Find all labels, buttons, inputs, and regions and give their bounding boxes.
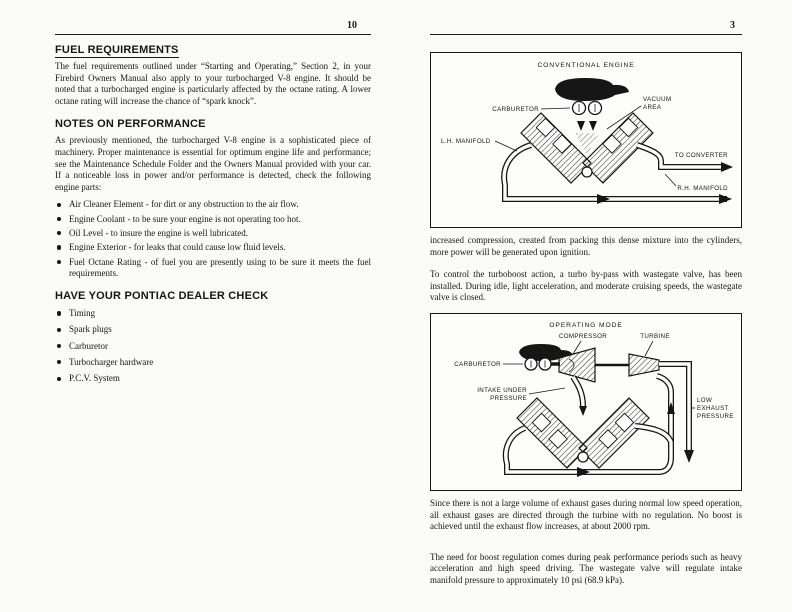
label-vacuum-area-line1: VACUUM: [643, 96, 672, 103]
label-carburetor: CARBURETOR: [454, 360, 501, 368]
intake-arrow: [589, 121, 597, 131]
label-rh-manifold: R.H. MANIFOLD: [677, 185, 728, 192]
page-number-left: 10: [347, 20, 357, 31]
label-lh-manifold: L.H. MANIFOLD: [441, 138, 491, 145]
leader-line: [541, 108, 570, 109]
air-cleaner-shape: [555, 78, 629, 101]
header-rule-right: [430, 34, 742, 35]
diagram1-title: CONVENTIONAL ENGINE: [537, 62, 635, 69]
heading-fuel-requirements-text: FUEL REQUIREMENTS: [55, 44, 179, 56]
caption-operating-mode: Since there is not a large volume of exhaust gases during normal low speed operation, all exhaust gases are directed through the turbine with no regulation. No boost is achieved until the exhaust flow increases, at about 2000 rpm.: [430, 497, 742, 532]
operating-mode-svg: [431, 314, 741, 490]
label-to-converter: TO CONVERTER: [674, 152, 728, 159]
crankcase: [582, 167, 592, 177]
leader-line: [495, 141, 517, 151]
flow-arrow: [577, 467, 590, 477]
flow-arrow: [719, 194, 732, 204]
page-right: [430, 20, 742, 587]
list-item: Timing: [55, 308, 371, 319]
caption-conventional: increased compression, created from packing this dense mixture into the cylinders, more power will be generated upon ignition.: [430, 235, 742, 257]
para-wastegate-closed: To control the turboboost action, a turbo by-pass with wastegate valve, has been installed. During idle, light acceleration, and moderate cruising speeds, the wastegate valve is closed.: [430, 269, 742, 303]
label-carburetor: CARBURETOR: [492, 106, 539, 113]
label-intake-line1: INTAKE UNDER: [477, 386, 527, 394]
label-vacuum-area-line2: AREA: [643, 104, 662, 111]
leader-line: [645, 341, 653, 356]
engine-bank-left: [517, 398, 587, 468]
label-compressor: COMPRESSOR: [558, 332, 608, 340]
converter-arrow: [721, 162, 733, 172]
list-item: Fuel Octane Rating - of fuel you are presently using to be sure it meets the fuel requirements.: [55, 257, 371, 280]
conventional-engine-diagram: [430, 52, 742, 228]
heading-fuel-requirements: [55, 44, 371, 56]
flow-arrow: [597, 194, 610, 204]
flow-arrow: [684, 450, 694, 463]
page-number-right: 3: [730, 20, 735, 31]
list-item: Carburetor: [55, 341, 371, 352]
page-left: [55, 20, 371, 390]
engine-parts-list: [55, 199, 371, 279]
fuel-requirements-body: The fuel requirements outlined under “Starting and Operating,” Section 2, in your Firebird Owners Manual also apply to your turbocharged V-8 engine. It should be noted that a turbocharged engine is particularly affected by the octane rating. A lower octane rating will increase the chance of “spark knock”.: [55, 61, 371, 106]
leader-line: [665, 174, 676, 186]
flow-arrow: [579, 406, 587, 416]
label-intake-line2: PRESSURE: [490, 394, 527, 402]
para-boost-regulation: The need for boost regulation comes during peak performance periods such as heavy acceleration and high speed driving. The wastegate valve will regulate intake manifold pressure to approximately 10 psi (68.9 kPa).: [430, 551, 742, 585]
crankcase: [578, 452, 588, 462]
notes-on-performance-body: As previously mentioned, the turbocharged V-8 engine is a sophisticated piece of machinery. Proper maintenance is essential for optimum engine life and performance; see the Maintenance Schedule Folder and the Owners Manual provided with your car. If a noticeable loss in power and/or performance is detected, check the following engine parts:: [55, 135, 371, 192]
diagram2-title: OPERATING MODE: [549, 321, 623, 329]
label-low-exhaust-line3: PRESSURE: [697, 412, 734, 420]
list-item: P.C.V. System: [55, 373, 371, 384]
header-rule-left: [55, 34, 371, 35]
label-low-exhaust-line2: EXHAUST: [697, 404, 729, 412]
list-item: Engine Exterior - for leaks that could cause low fluid levels.: [55, 242, 371, 253]
list-item: Spark plugs: [55, 324, 371, 335]
label-low-exhaust-line1: LOW: [697, 396, 713, 404]
dealer-check-list: [55, 308, 371, 384]
conventional-engine-svg: [431, 53, 741, 227]
leader-line: [529, 388, 565, 394]
operating-mode-diagram: [430, 313, 742, 491]
list-item: Engine Coolant - to be sure your engine is not operating too hot.: [55, 214, 371, 225]
heading-dealer-check: HAVE YOUR PONTIAC DEALER CHECK: [55, 290, 269, 303]
list-item: Turbocharger hardware: [55, 357, 371, 368]
heading-notes-on-performance: NOTES ON PERFORMANCE: [55, 118, 206, 131]
list-item: Oil Level - to insure the engine is well lubricated.: [55, 228, 371, 239]
intake-arrow: [577, 121, 585, 131]
engine-bank-right: [579, 398, 649, 468]
label-turbine: TURBINE: [640, 332, 670, 340]
turbine-shape: [629, 354, 659, 376]
list-item: Air Cleaner Element - for dirt or any obstruction to the air flow.: [55, 199, 371, 210]
carburetor-circles: [573, 102, 602, 115]
